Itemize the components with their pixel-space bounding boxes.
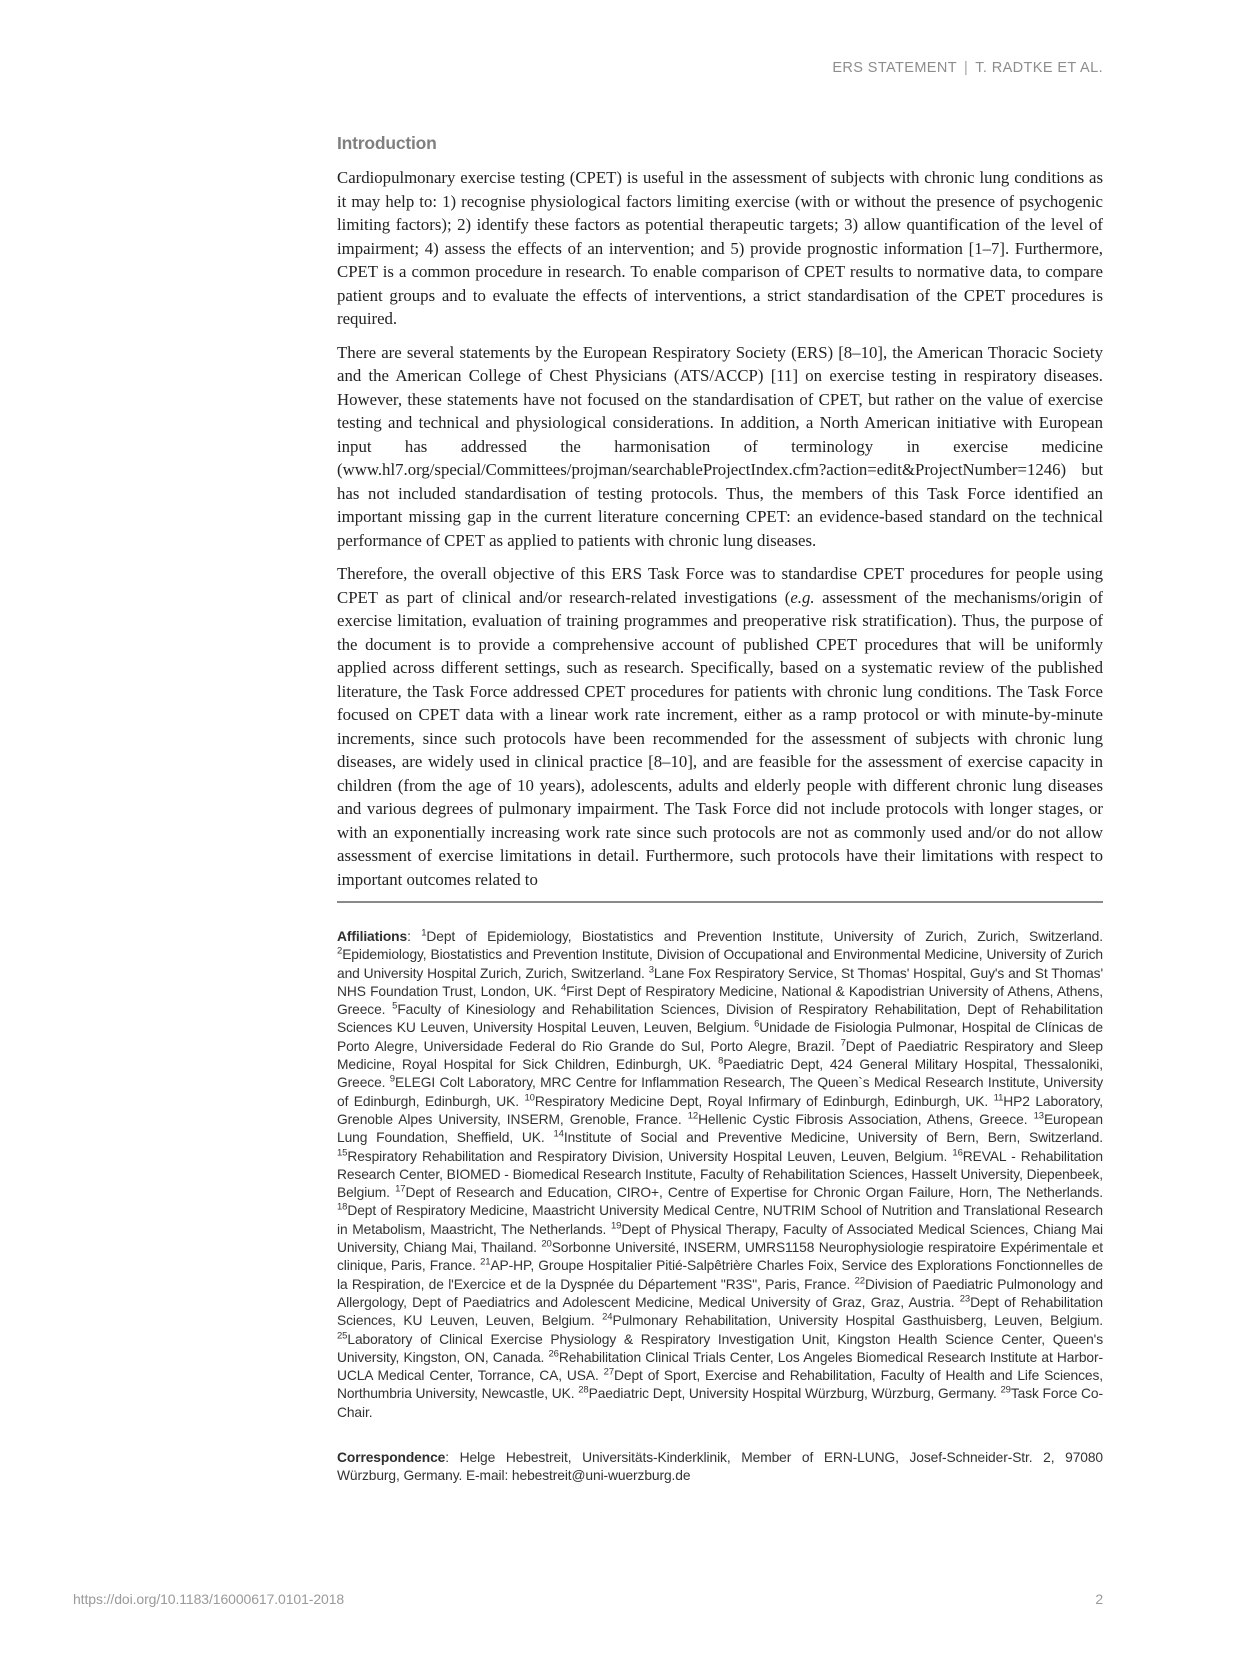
affiliation-number: 15	[337, 1146, 348, 1158]
affiliation-number: 25	[337, 1329, 348, 1341]
affiliation-number: 2	[337, 945, 343, 957]
affiliation-number: 9	[389, 1073, 395, 1085]
affiliation-number: 10	[524, 1092, 535, 1104]
affiliation-number: 22	[854, 1275, 865, 1287]
affiliations-label: Affiliations	[337, 929, 408, 944]
affiliation-number: 18	[337, 1201, 348, 1213]
running-header	[832, 60, 1103, 76]
affiliation-number: 6	[754, 1018, 760, 1030]
affiliation-number: 14	[553, 1128, 564, 1140]
affiliation-number: 12	[687, 1110, 699, 1122]
affiliation-number: 4	[560, 982, 567, 994]
affiliation-number: 23	[959, 1293, 971, 1305]
section-title: Introduction	[337, 133, 437, 153]
affiliation-number: 5	[392, 1000, 398, 1012]
article-content	[337, 132, 1103, 1486]
affiliation-number: 7	[840, 1037, 846, 1049]
affiliation-number: 29	[1000, 1384, 1011, 1396]
paragraph-3: Therefore, the overall objective of this ERS Task Force was to standardise CPET procedures for people using CPET as part of clinical and/or research-related investigations (e.g. assessment of the mechanisms/origin of exercise limitation, evaluation of training programmes and preoperative risk stratification). Thus, the purpose of the document is to provide a comprehensive account of published CPET procedures that will be uniformly applied across different settings, such as research. Specifically, based on a systematic review of the published literature, the Task Force addressed CPET procedures for patients with chronic lung conditions. The Task Force focused on CPET data with a linear work rate increment, either as a ramp protocol or with minute-by-minute increments, since such protocols have been recommended for the assessment of subjects with chronic lung diseases, are widely used in clinical practice [8–10], and are feasible for the assessment of exercise capacity in children (from the age of 10 years), adolescents, adults and elderly people with different chronic lung diseases and various degrees of pulmonary impairment. The Task Force did not include protocols with longer stages, or with an exponentially increasing work rate since such protocols are not as commonly used and/or do not allow assessment of exercise limitations in detail. Furthermore, such protocols have their limitations with respect to important outcomes related to	[337, 564, 1103, 889]
affiliation-number: 17	[395, 1183, 406, 1195]
affiliation-number: 16	[952, 1146, 963, 1158]
affiliation-number: 1	[421, 927, 427, 939]
page-number: 2	[1095, 1591, 1103, 1607]
affiliation-number: 13	[1033, 1110, 1044, 1122]
correspondence-block: Correspondence: Helge Hebestreit, Universitäts-Kinderklinik, Member of ERN-LUNG, Josef-Schneider-Str. 2, 97080 Würzburg, Germany. E-mail: hebestreit@uni-wuerzburg.de	[337, 1450, 1103, 1484]
affiliation-number: 20	[541, 1238, 552, 1250]
affiliation-number: 19	[610, 1220, 622, 1232]
affiliation-number: 27	[603, 1366, 615, 1378]
affiliation-number: 28	[578, 1384, 589, 1396]
header-separator: |	[964, 60, 969, 76]
divider-rule	[337, 901, 1103, 903]
paragraph-1: Cardiopulmonary exercise testing (CPET) is useful in the assessment of subjects with chronic lung conditions as it may help to: 1) recognise physiological factors limiting exercise (with or without the presence of psychogenic limiting factors); 2) identify these factors as potential therapeutic targets; 3) allow quantification of the level of impairment; 4) assess the effects of an intervention; and 5) provide prognostic information [1–7]. Furthermore, CPET is a common procedure in research. To enable comparison of CPET results to normative data, to compare patient groups and to evaluate the effects of interventions, a strict standardisation of the CPET procedures is required.	[337, 168, 1103, 328]
journal-label: ERS STATEMENT	[832, 60, 958, 76]
article-body	[337, 166, 1103, 891]
correspondence-email[interactable]: hebestreit@uni-wuerzburg.de	[511, 1468, 691, 1484]
affiliation-number: 21	[480, 1256, 491, 1268]
correspondence-label: Correspondence	[337, 1450, 446, 1466]
affiliation-number: 3	[648, 964, 654, 975]
affiliations-block: Affiliations: $^1$Dept of Epidemiology, Biostatistics and Prevention Institute, University of Zurich, Zurich, Switzerland. $^2$Epidemiology, Biostatistics and Prevention Institute, Division of Occupational and Environmental Medicine, University of Zurich and University Hospital Zurich, Zurich, Switzerland. $^3$Lane Fox Respiratory Service, St Thomas' Hospital, Guy's and St Thomas' NHS Foundation Trust, London, UK. $^4$First Dept of Respiratory Medicine, National & Kapodistrian University of Athens, Athens, Greece. $^5$Faculty of Kinesiology and Rehabilitation Sciences, Division of Respiratory Rehabilitation, Dept of Rehabilitation Sciences KU Leuven, University Hospital Leuven, Leuven, Belgium. $^6$Unidade de Fisiologia Pulmonar, Hospital de Clínicas de Porto Alegre, Universidade Federal do Rio Grande do Sul, Porto Alegre, Brazil. $^7$Dept of Paediatric Respiratory and Sleep Medicine, Royal Hospital for Sick Children, Edinburgh, UK. $^8$Paediatric Dept, 424 General Military Hospital, Thessaloniki, Greece. $^9$ELEGI Colt Laboratory, MRC Centre for Inflammation Research, The Queen`s Medical Research Institute, University of Edinburgh, Edinburgh, UK. $^{10}$Respiratory Medicine Dept, Royal Infirmary of Edinburgh, Edinburgh, UK. $^{11}$HP2 Laboratory, Grenoble Alpes University, INSERM, Grenoble, France. $^{12}$Hellenic Cystic Fibrosis Association, Athens, Greece. $^{13}$European Lung Foundation, Sheffield, UK. $^{14}$Institute of Social and Preventive Medicine, University of Bern, Bern, Switzerland. $^{15}$Respiratory Rehabilitation and Respiratory Division, University Hospital Leuven, Leuven, Belgium. $^{16}$REVAL - Rehabilitation Research Center, BIOMED - Biomedical Research Institute, Faculty of Rehabilitation Sciences, Hasselt University, Diepenbeek, Belgium. $^{17}$Dept of Research and Education, CIRO+, Centre of Expertise for Chronic Organ Failure, Horn, The Netherlands. $^{18}$Dept of Respiratory Medicine, Maastricht University Medical Centre, NUTRIM School of Nutrition and Translational Research in Metabolism, Maastricht, The Netherlands. $^{19}$Dept of Physical Therapy, Faculty of Associated Medical Sciences, Chiang Mai University, Chiang Mai, Thailand. $^{20}$Sorbonne Université, INSERM, UMRS1158 Neurophysiologie respiratoire Expérimentale et clinique, Paris, France. $^{21}$AP-HP, Groupe Hospitalier Pitié-Salpêtrière Charles Foix, Service des Explorations Fonctionnelles de la Respiration, de l'Exercice et de la Dyspnée du Département "R3S", Paris, France. $^{22}$Division of Paediatric Pulmonology and Allergology, Dept of Paediatrics and Adolescent Medicine, Medical University of Graz, Graz, Austria. $^{23}$Dept of Rehabilitation Sciences, KU Leuven, Leuven, Belgium. $^{24}$Pulmonary Rehabilitation, University Hospital Gasthuisberg, Leuven, Belgium. $^{25}$Laboratory of Clinical Exercise Physiology & Respiratory Investigation Unit, Kingston Health Science Center, Queen's University, Kingston, ON, Canada. $^{26}$Rehabilitation Clinical Trials Center, Los Angeles Biomedical Research Institute at Harbor-UCLA Medical Center, Torrance, CA, USA. $^{27}$Dept of Sport, Exercise and Rehabilitation, Faculty of Health and Life Sciences, Northumbria University, Newcastle, UK. $^{28}$Paediatric Dept, University Hospital Würzburg, Würzburg, Germany. $^{29}$Task Force Co-Chair.	[337, 927, 1104, 1420]
hl7-url[interactable]: www.hl7.org/special/Committees/projman/searchableProjectIndex.cfm?action=edit&ProjectNumber=1246	[342, 460, 1061, 479]
authors-label: T. RADTKE ET AL.	[975, 60, 1103, 76]
paragraph-2: There are several statements by the European Respiratory Society (ERS) [8–10], the American Thoracic Society and the American College of Chest Physicians (ATS/ACCP) [11] on exercise testing in respiratory diseases. However, these statements have not focused on the standardisation of CPET, but rather on the value of exercise testing and technical and physiological considerations. In addition, a North American initiative with European input has addressed the harmonisation of terminology in exercise medicine (www.hl7.org/special/Committees/projman/searchableProjectIndex.cfm?action=edit&ProjectNumber=1246) but has not included standardisation of testing protocols. Thus, the members of this Task Force identified an important missing gap in the current literature concerning CPET: an evidence-based standard on the technical performance of CPET as applied to patients with chronic lung diseases.	[337, 342, 1103, 550]
affiliation-number: 26	[548, 1348, 559, 1360]
affiliation-number: 8	[718, 1055, 724, 1067]
page-footer	[73, 1591, 1103, 1607]
affiliation-number: 24	[602, 1311, 613, 1323]
doi-link[interactable]: https://doi.org/10.1183/16000617.0101-2018	[73, 1591, 345, 1607]
affiliation-number: 11	[993, 1092, 1004, 1104]
